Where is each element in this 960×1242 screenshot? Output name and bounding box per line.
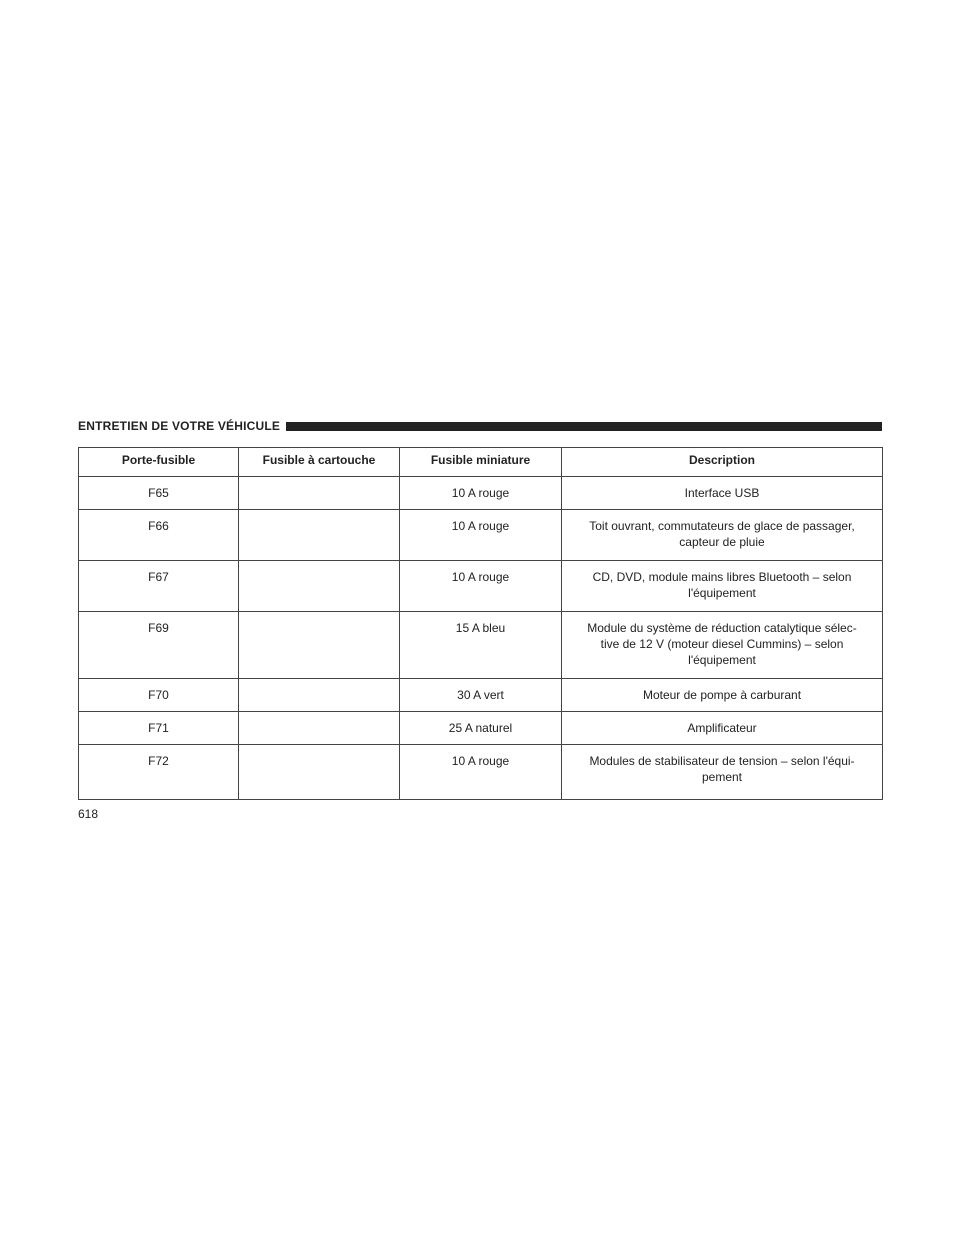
cell-cartouche bbox=[239, 612, 400, 679]
section-title: ENTRETIEN DE VOTRE VÉHICULE bbox=[78, 419, 281, 433]
table-row bbox=[79, 561, 883, 612]
cell-description: Moteur de pompe à carburant bbox=[562, 679, 883, 712]
table-row bbox=[79, 612, 883, 679]
column-header-porte-fusible: Porte-fusible bbox=[79, 448, 239, 477]
cell-description: Toit ouvrant, commutateurs de glace de passager, capteur de pluie bbox=[562, 510, 883, 561]
table-row bbox=[79, 712, 883, 745]
cell-porte-fusible: F67 bbox=[79, 561, 239, 612]
cell-porte-fusible: F69 bbox=[79, 612, 239, 679]
cell-miniature: 25 A naturel bbox=[400, 712, 562, 745]
table-row bbox=[79, 679, 883, 712]
cell-description: Interface USB bbox=[562, 477, 883, 510]
cell-porte-fusible: F66 bbox=[79, 510, 239, 561]
cell-cartouche bbox=[239, 679, 400, 712]
cell-miniature: 10 A rouge bbox=[400, 745, 562, 800]
cell-miniature: 10 A rouge bbox=[400, 510, 562, 561]
cell-cartouche bbox=[239, 712, 400, 745]
cell-cartouche bbox=[239, 477, 400, 510]
cell-miniature: 15 A bleu bbox=[400, 612, 562, 679]
page-number: 618 bbox=[78, 807, 99, 821]
cell-porte-fusible: F71 bbox=[79, 712, 239, 745]
section-header bbox=[78, 418, 882, 434]
cell-cartouche bbox=[239, 561, 400, 612]
table-row bbox=[79, 477, 883, 510]
column-header-fusible-miniature: Fusible miniature bbox=[400, 448, 562, 477]
cell-miniature: 30 A vert bbox=[400, 679, 562, 712]
cell-porte-fusible: F65 bbox=[79, 477, 239, 510]
column-header-fusible-cartouche: Fusible à cartouche bbox=[239, 448, 400, 477]
section-divider-bar bbox=[286, 422, 882, 431]
cell-miniature: 10 A rouge bbox=[400, 561, 562, 612]
cell-description: Amplificateur bbox=[562, 712, 883, 745]
cell-cartouche bbox=[239, 510, 400, 561]
fuse-table bbox=[78, 447, 883, 800]
cell-description: CD, DVD, module mains libres Bluetooth – selon l'équipement bbox=[562, 561, 883, 612]
table-row bbox=[79, 510, 883, 561]
cell-porte-fusible: F70 bbox=[79, 679, 239, 712]
cell-miniature: 10 A rouge bbox=[400, 477, 562, 510]
cell-description: Module du système de réduction catalytique sélec- tive de 12 V (moteur diesel Cummins) – selon l'équipement bbox=[562, 612, 883, 679]
table-row bbox=[79, 745, 883, 800]
cell-porte-fusible: F72 bbox=[79, 745, 239, 800]
cell-description: Modules de stabilisateur de tension – selon l'équi- pement bbox=[562, 745, 883, 800]
cell-cartouche bbox=[239, 745, 400, 800]
table-header-row bbox=[79, 448, 883, 477]
column-header-description: Description bbox=[562, 448, 883, 477]
